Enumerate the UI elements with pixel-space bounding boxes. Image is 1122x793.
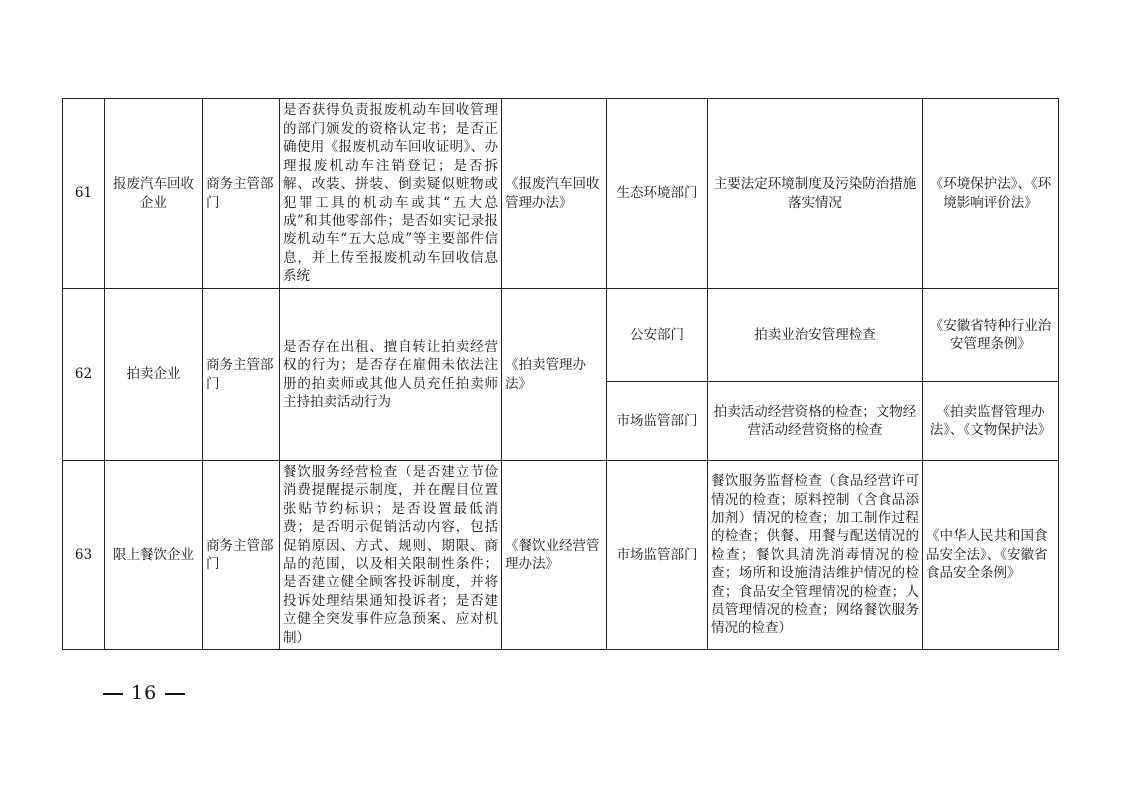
table-row — [63, 289, 1059, 382]
related-content-cell: 主要法定环境制度及污染防治措施落实情况 — [708, 99, 923, 289]
page-number-value: 16 — [131, 682, 158, 704]
department-cell: 商务主管部门 — [203, 461, 280, 650]
related-content-cell: 拍卖活动经营资格的检查；文物经营活动经营资格的检查 — [708, 382, 923, 461]
inspection-content-cell: 是否获得负责报废机动车回收管理的部门颁发的资格认定书；是否正确使用《报废机动车回收证明》、办理报废机动车注销登记；是否拆解、改装、拼装、倒卖疑似赃物或犯罪工具的机动车或其“五大总成”和其他零部件；是否如实记录报废机动车“五大总成”等主要部件信息，并上传至报废机动车回收信息系统 — [280, 99, 502, 289]
related-content-cell: 餐饮服务监督检查（食品经营许可情况的检查；原料控制（含食品添加剂）情况的检查；加工制作过程的检查；供餐、用餐与配送情况的检查；餐饮具清洗消毒情况的检查；场所和设施清洁维护情况的检查；食品安全管理情况的检查；人员管理情况的检查；网络餐饮服务情况的检查） — [708, 461, 923, 650]
related-department-cell: 生态环境部门 — [607, 99, 708, 289]
department-cell: 商务主管部门 — [203, 289, 280, 461]
legal-basis-cell: 《餐饮业经营管理办法》 — [502, 461, 607, 650]
subject-cell: 报废汽车回收企业 — [105, 99, 203, 289]
related-basis-cell: 《中华人民共和国食品安全法》、《安徽省食品安全条例》 — [923, 461, 1059, 650]
inspection-content-cell: 是否存在出租、擅自转让拍卖经营权的行为；是否存在雇佣未依法注册的拍卖师或其他人员充任拍卖师主持拍卖活动行为 — [280, 289, 502, 461]
related-basis-cell: 《安徽省特种行业治安管理条例》 — [923, 289, 1059, 382]
related-department-cell: 公安部门 — [607, 289, 708, 382]
subject-cell: 拍卖企业 — [105, 289, 203, 461]
related-department-cell: 市场监管部门 — [607, 382, 708, 461]
row-number: 61 — [63, 99, 105, 289]
inspection-content-cell: 餐饮服务经营检查（是否建立节俭消费提醒提示制度，并在醒目位置张贴节约标识；是否设置最低消费；是否明示促销活动内容，包括促销原因、方式、规则、期限、商品的范围，以及相关限制性条件；是否建立健全顾客投诉制度，并将投诉处理结果通知投诉者；是否建立健全突发事件应急预案、应对机制） — [280, 461, 502, 650]
row-number: 63 — [63, 461, 105, 650]
related-content-cell: 拍卖业治安管理检查 — [708, 289, 923, 382]
related-department-cell: 市场监管部门 — [607, 461, 708, 650]
page-number — [95, 682, 193, 704]
dash-right — [165, 693, 185, 695]
inspection-table — [62, 98, 1059, 650]
legal-basis-cell: 《报废汽车回收管理办法》 — [502, 99, 607, 289]
subject-cell: 限上餐饮企业 — [105, 461, 203, 650]
row-number: 62 — [63, 289, 105, 461]
dash-left — [103, 693, 123, 695]
related-basis-cell: 《拍卖监督管理办法》、《文物保护法》 — [923, 382, 1059, 461]
related-basis-cell: 《环境保护法》、《环境影响评价法》 — [923, 99, 1059, 289]
table-row — [63, 99, 1059, 289]
department-cell: 商务主管部门 — [203, 99, 280, 289]
legal-basis-cell: 《拍卖管理办法》 — [502, 289, 607, 461]
table-row — [63, 461, 1059, 650]
